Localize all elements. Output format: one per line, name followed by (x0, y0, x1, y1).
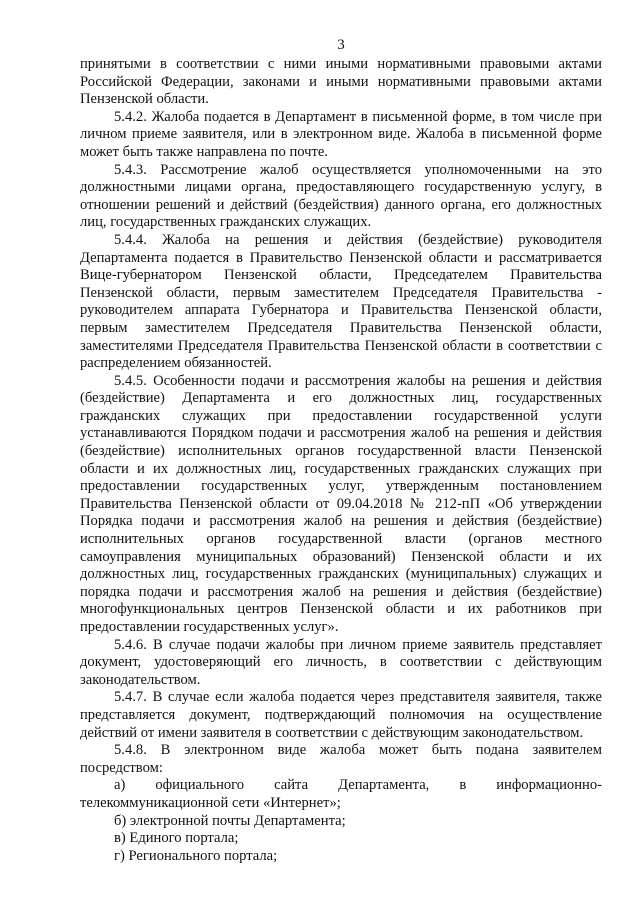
paragraph-5-4-3: 5.4.3. Рассмотрение жалоб осуществляется уполномоченными на это должностными лицами органа, предоставляющего государственную услугу, в отношении решений и действий (бездействия) данного органа, его должностных лиц, государственных гражданских служащих. (80, 161, 602, 231)
paragraph-5-4-4: 5.4.4. Жалоба на решения и действия (бездействие) руководителя Департамента подается в Правительство Пензенской области и рассматривается Вице-губернатором Пензенской области, Председателем Правительства Пензенской области, первым заместителем Председателя Правительства - руководителем аппарата Губернатора и Правительства Пензенской области, первым заместителем Председателя Правительства Пензенской области, заместителями Председателя Правительства Пензенской области в соответствии с распределением обязанностей. (80, 231, 602, 372)
paragraph-5-4-6: 5.4.6. В случае подачи жалобы при личном приеме заявитель представляет документ, удостоверяющий его личность, в соответствии с действующим законодательством. (80, 636, 602, 688)
page-number: 3 (337, 37, 345, 53)
list-item-v: в) Единого портала; (114, 830, 239, 847)
paragraph-5-4-2: 5.4.2. Жалоба подается в Департамент в письменной форме, в том числе при личном приеме заявителя, или в электронном виде. Жалоба в письменной форме может быть также направлена по почте. (80, 108, 602, 160)
list-item-a: а) официального сайта Департамента, в информационно-телекоммуникационной сети «Интернет»; (80, 777, 602, 811)
paragraph-5-4-5: 5.4.5. Особенности подачи и рассмотрения жалобы на решения и действия (бездействие) Департамента и его должностных лиц, государственных гражданских служащих при предоставлении государственной услуги устанавливаются Порядком подачи и рассмотрения жалоб на решения и действия (бездействие) исполнительных органов государственной власти Пензенской области и их должностных лиц, государственных гражданских служащих при предоставлении государственных услуг, утвержденным постановлением Правительства Пензенской области от 09.04.2018 № 212-пП «Об утверждении Порядка подачи и рассмотрения жалоб на решения и действия (бездействие) исполнительных органов государственной власти (органов местного самоуправления муниципальных образований) Пензенской области и их должностных лиц, государственных гражданских (муниципальных) служащих и порядка подачи и рассмотрения жалоб на решения и действия (бездействие) многофункциональных центров Пензенской области и их работников при предоставлении государственных услуг». (80, 372, 602, 635)
list-item-g: г) Регионального портала; (114, 847, 278, 864)
paragraph-5-4-7: 5.4.7. В случае если жалоба подается через представителя заявителя, также представляется документ, подтверждающий полномочия на осуществление действий от имени заявителя в соответствии с действующим законодательством. (80, 689, 602, 741)
list-item-b: б) электронной почты Департамента; (114, 812, 346, 829)
paragraph-continuation: принятыми в соответствии с ними иными нормативными правовыми актами Российской Федерации, законами и иными нормативными правовыми актами Пензенской области. (80, 56, 602, 108)
paragraph-5-4-8: 5.4.8. В электронном виде жалоба может быть подана заявителем посредством: (80, 742, 602, 776)
